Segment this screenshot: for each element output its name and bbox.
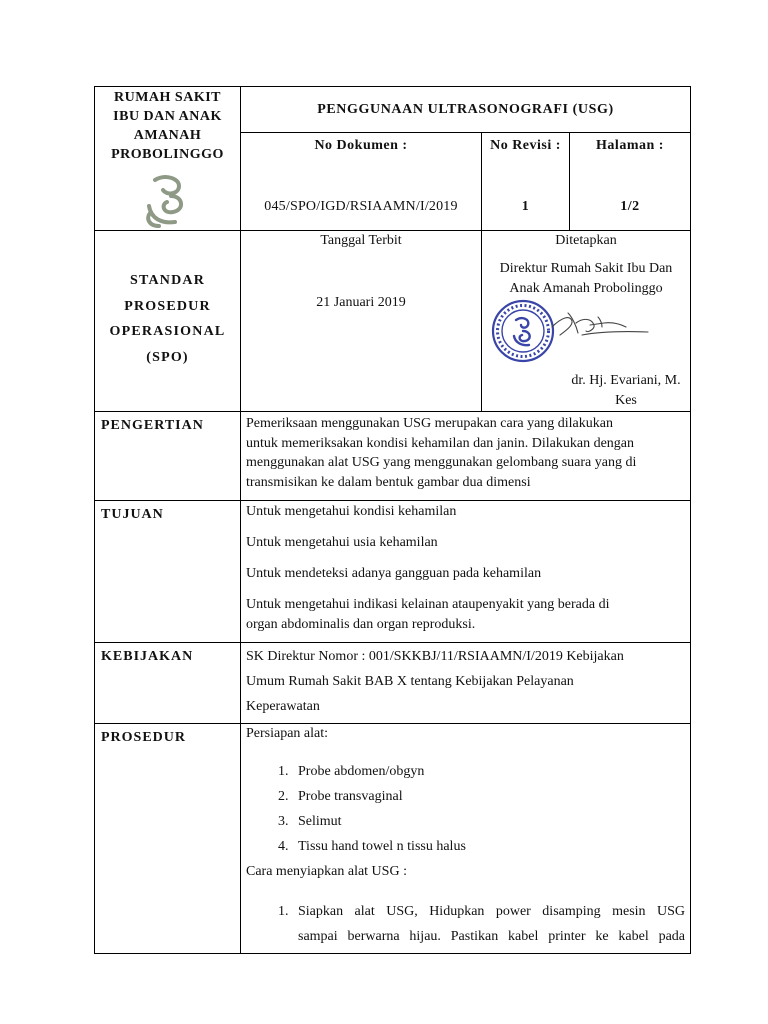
ditetapkan-label: Ditetapkan xyxy=(555,233,617,248)
alat-list xyxy=(246,759,685,859)
no-revisi-cell xyxy=(482,133,570,231)
hospital-name-line: PROBOLINGGO xyxy=(111,147,224,162)
tujuan-item: Untuk mendeteksi adanya gangguan pada kehamilan xyxy=(246,566,542,581)
pengertian-label: PENGERTIAN xyxy=(95,412,241,501)
director-title xyxy=(482,259,690,299)
tanggal-terbit-cell xyxy=(241,231,482,412)
prosedur-label: PROSEDUR xyxy=(95,724,241,954)
alat-item: 4. Tissu hand towel n tissu halus xyxy=(292,834,685,859)
tanggal-terbit-label: Tanggal Terbit xyxy=(320,233,402,248)
spo-label-line: PROSEDUR xyxy=(124,298,211,314)
director-name: dr. Hj. Evariani, M. Kes xyxy=(571,373,681,408)
pengertian-line: menggunakan alat USG yang menggunakan gelombang suara yang di xyxy=(246,455,637,470)
hospital-logo xyxy=(95,172,240,230)
tujuan-item: Untuk mengetahui kondisi kehamilan xyxy=(246,504,457,519)
pengertian-content xyxy=(241,412,691,501)
cara-menyiapkan-label: Cara menyiapkan alat USG : xyxy=(246,864,407,879)
spo-document xyxy=(94,86,690,954)
pengertian-line: Pemeriksaan menggunakan USG merupakan cara yang dilakukan xyxy=(246,416,613,431)
alat-item: 1. Probe abdomen/obgyn xyxy=(292,759,685,784)
no-dokumen-label: No Dokumen : xyxy=(314,138,408,154)
hospital-name-line: IBU DAN ANAK xyxy=(113,109,222,124)
director-title-line: Anak Amanah Probolinggo xyxy=(509,281,663,296)
hospital-name xyxy=(95,88,240,164)
tujuan-item: Untuk mengetahui indikasi kelainan ataupenyakit yang berada di xyxy=(246,597,610,612)
document-title: PENGGUNAAN ULTRASONOGRAFI (USG) xyxy=(241,87,691,133)
halaman-cell xyxy=(570,133,691,231)
no-dokumen-cell xyxy=(241,133,482,231)
kebijakan-content xyxy=(241,643,691,724)
director-title-line: Direktur Rumah Sakit Ibu Dan xyxy=(499,261,673,276)
spo-label-line: (SPO) xyxy=(146,349,189,365)
halaman-value: 1/2 xyxy=(620,199,640,215)
tujuan-item: Untuk mengetahui usia kehamilan xyxy=(246,535,438,550)
langkah-item xyxy=(292,899,685,949)
pengertian-line: untuk memeriksakan kondisi kehamilan dan janin. Dilakukan dengan xyxy=(246,435,635,451)
langkah-list xyxy=(246,899,685,949)
alat-item: 2. Probe transvaginal xyxy=(292,784,685,809)
no-dokumen-value: 045/SPO/IGD/RSIAAMN/I/2019 xyxy=(264,199,458,215)
kebijakan-line: SK Direktur Nomor : 001/SKKBJ/11/RSIAAMN/I/2019 Kebijakan xyxy=(246,649,624,664)
hospital-name-line: RUMAH SAKIT xyxy=(113,90,221,105)
hospital-name-cell xyxy=(95,87,241,231)
tanggal-terbit-value: 21 Januari 2019 xyxy=(316,295,406,310)
director-signature xyxy=(542,305,652,345)
spo-label-cell xyxy=(95,231,241,412)
ditetapkan-cell xyxy=(482,231,691,412)
spo-label-line: OPERASIONAL xyxy=(109,324,226,339)
persiapan-alat-label: Persiapan alat: xyxy=(246,726,329,741)
tujuan-item: organ abdominalis dan organ reproduksi. xyxy=(246,617,476,632)
pengertian-line: transmisikan ke dalam bentuk gambar dua dimensi xyxy=(246,474,531,490)
kebijakan-line: Umum Rumah Sakit BAB X tentang Kebijakan Pelayanan xyxy=(246,674,574,689)
no-revisi-label: No Revisi : xyxy=(490,138,561,154)
kebijakan-label: KEBIJAKAN xyxy=(95,643,241,724)
langkah-line: 1. Siapkan alat USG, Hidupkan power disamping mesin USG xyxy=(298,904,685,919)
halaman-label: Halaman : xyxy=(596,138,664,154)
hospital-name-line: AMANAH xyxy=(133,128,202,143)
kebijakan-line: Keperawatan xyxy=(246,699,320,714)
langkah-line: sampai berwarna hijau. Pastikan kabel printer ke kabel pada xyxy=(298,929,685,944)
prosedur-content xyxy=(241,724,691,954)
no-revisi-value: 1 xyxy=(521,199,530,215)
tujuan-label: TUJUAN xyxy=(95,501,241,643)
stamp-and-signature xyxy=(482,299,690,365)
alat-item: 3. Selimut xyxy=(292,809,685,834)
spo-label-line: STANDAR xyxy=(129,273,206,288)
tujuan-content xyxy=(241,501,691,643)
spo-table xyxy=(94,86,691,954)
spo-label xyxy=(95,268,240,370)
